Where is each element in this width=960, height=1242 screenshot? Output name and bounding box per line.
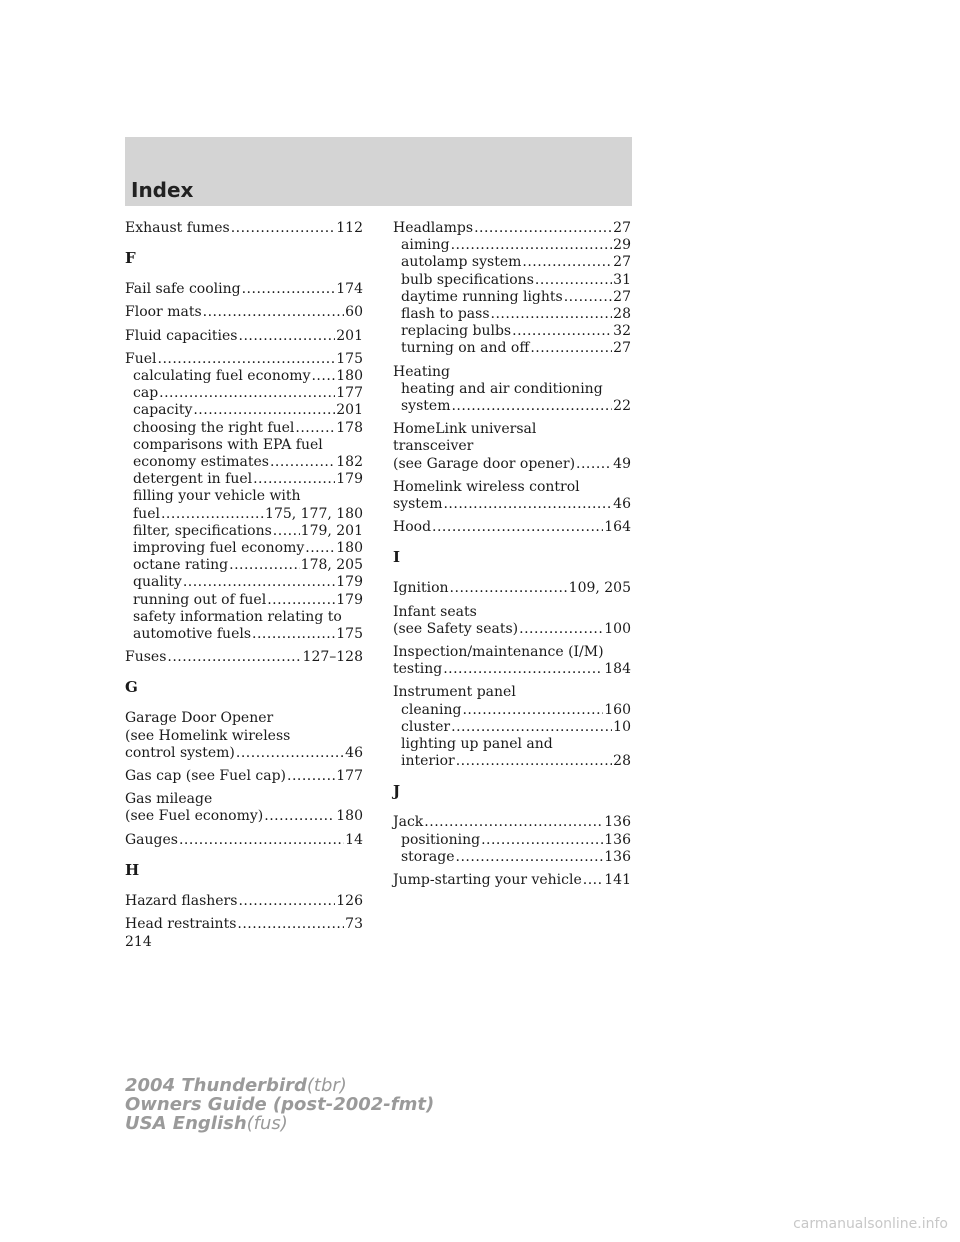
dot-leader: [576, 456, 612, 473]
footer-guide: Owners Guide (post-2002-fmt): [125, 1094, 435, 1115]
index-term: (see Garage door opener): [393, 455, 576, 472]
dot-leader: [159, 385, 335, 402]
index-subentry-line: [393, 323, 631, 340]
index-section-letter: J: [393, 782, 401, 801]
index-entry-line: [125, 808, 363, 825]
dot-leader: [183, 574, 335, 591]
dot-leader: [535, 272, 612, 289]
dot-leader: [512, 323, 612, 340]
index-entry: [393, 814, 631, 866]
dot-leader: [270, 454, 335, 471]
index-term: lighting up panel and: [401, 736, 553, 753]
index-entry-line: [393, 604, 631, 621]
index-term: flash to pass: [401, 306, 490, 323]
index-term: comparisons with EPA fuel: [133, 436, 323, 453]
dot-leader: [450, 580, 568, 597]
index-entry: [125, 328, 363, 345]
index-subentry-line: [125, 609, 363, 626]
index-page-ref: 178: [336, 419, 363, 436]
index-subentry-line: [125, 506, 363, 523]
index-entry-line: [393, 580, 631, 597]
index-column-right: [393, 220, 631, 895]
dot-leader: [239, 328, 336, 345]
index-page-ref: 10: [613, 718, 631, 735]
index-term: heating and air conditioning: [401, 380, 603, 397]
index-subentry-line: [125, 592, 363, 609]
index-entry-line: [393, 479, 631, 496]
index-term: Hood: [393, 519, 432, 536]
index-term: (see Safety seats): [393, 620, 519, 637]
index-term: control system): [125, 744, 235, 761]
dot-leader: [287, 768, 335, 785]
index-page-ref: 175: [336, 626, 363, 643]
dot-leader: [158, 351, 336, 368]
index-page-ref: 177: [336, 385, 363, 402]
index-entry-line: [393, 684, 631, 701]
index-term: calculating fuel economy: [133, 368, 311, 385]
index-page-ref: 27: [613, 288, 631, 305]
index-term: HomeLink universal: [393, 421, 537, 438]
dot-leader: [311, 368, 335, 385]
index-entry-line: [393, 364, 631, 381]
index-subentry-line: [393, 719, 631, 736]
index-term: Gas cap (see Fuel cap): [125, 768, 286, 785]
index-page-ref: 136: [604, 848, 631, 865]
dot-leader: [231, 220, 336, 237]
index-section-letter: I: [393, 548, 401, 567]
index-subentry-line: [393, 849, 631, 866]
index-term: running out of fuel: [133, 591, 267, 608]
index-term: filter, specifications: [133, 522, 272, 539]
dot-leader: [451, 237, 613, 254]
index-subentry-line: [125, 420, 363, 437]
index-page-ref: 179: [336, 574, 363, 591]
index-entry: [393, 644, 631, 678]
index-section-letter: G: [125, 678, 138, 697]
index-term: Infant seats: [393, 603, 477, 620]
index-page-ref: 22: [613, 398, 631, 415]
index-entry-line: [125, 728, 363, 745]
dot-leader: [456, 753, 612, 770]
index-page-ref: 73: [345, 916, 363, 933]
footer-line-3: [125, 1114, 434, 1133]
index-page-ref: 49: [613, 455, 631, 472]
index-subentry-line: [125, 454, 363, 471]
index-term: daytime running lights: [401, 288, 563, 305]
index-page-ref: 179: [336, 471, 363, 488]
index-page-ref: 174: [336, 281, 363, 298]
dot-leader: [264, 808, 335, 825]
index-entry: [125, 220, 363, 237]
index-entry-line: [393, 519, 631, 536]
index-term: cleaning: [401, 701, 462, 718]
dot-leader: [424, 814, 603, 831]
index-page-ref: 29: [613, 237, 631, 254]
index-page-ref: 180: [336, 808, 363, 825]
index-subentry-line: [393, 237, 631, 254]
index-subentry-line: [393, 272, 631, 289]
index-entry: [393, 519, 631, 536]
index-entry: [393, 220, 631, 358]
index-page-ref: 27: [613, 220, 631, 236]
index-entry-line: [393, 621, 631, 638]
index-entry-line: [393, 421, 631, 438]
index-subentry-line: [393, 289, 631, 306]
index-subentry-line: [125, 557, 363, 574]
index-entry: [125, 710, 363, 762]
watermark: carmanualsonline.info: [793, 1216, 948, 1232]
index-term: system: [393, 496, 443, 513]
index-page-ref: 28: [613, 753, 631, 770]
index-term: Instrument panel: [393, 684, 516, 701]
dot-leader: [237, 916, 344, 933]
index-subentry-line: [125, 488, 363, 505]
index-term: testing: [393, 661, 443, 678]
index-page-ref: 179: [336, 591, 363, 608]
index-term: autolamp system: [401, 254, 522, 271]
index-page-ref: 136: [604, 831, 631, 848]
index-term: Ignition: [393, 580, 449, 597]
index-term: Fluid capacities: [125, 327, 238, 344]
index-term: Jack: [393, 814, 424, 831]
dot-leader: [273, 523, 300, 540]
index-term: aiming: [401, 237, 450, 254]
dot-leader: [564, 289, 612, 306]
index-term: fuel: [133, 505, 160, 522]
index-page-ref: 136: [604, 814, 631, 831]
index-subentry-line: [393, 832, 631, 849]
index-entry-line: [393, 496, 631, 513]
index-entry-line: [393, 644, 631, 661]
index-page-ref: 175, 177, 180: [265, 505, 363, 522]
index-page-ref: 184: [604, 661, 631, 678]
index-term: Floor mats: [125, 304, 202, 321]
index-term: Heating: [393, 363, 450, 380]
index-entry-line: [125, 710, 363, 727]
index-term: storage: [401, 848, 455, 865]
index-term: Gauges: [125, 831, 178, 848]
index-subentry-line: [125, 540, 363, 557]
dot-leader: [443, 496, 612, 513]
dot-leader: [305, 540, 335, 557]
dot-leader: [462, 702, 603, 719]
index-page-ref: 27: [613, 340, 631, 357]
index-entry-line: [125, 304, 363, 321]
index-subentry-line: [393, 736, 631, 753]
index-subentry-line: [393, 254, 631, 271]
index-term: positioning: [401, 831, 481, 848]
index-term: transceiver: [393, 438, 474, 455]
index-entry-line: [125, 791, 363, 808]
index-page-ref: 201: [336, 327, 363, 344]
index-term: Fail safe cooling: [125, 281, 241, 298]
footer-line-2: [125, 1095, 434, 1114]
index-subentry-line: [125, 626, 363, 643]
index-term: automotive fuels: [133, 626, 252, 643]
index-term: replacing bulbs: [401, 323, 512, 340]
footer-language-tag: (fus): [246, 1113, 288, 1134]
index-term: capacity: [133, 402, 193, 419]
dot-leader: [295, 420, 335, 437]
index-page-ref: 126: [336, 892, 363, 909]
index-page-ref: 177: [336, 768, 363, 785]
footer-language: USA English: [125, 1113, 247, 1134]
index-term: improving fuel economy: [133, 540, 305, 557]
index-term: detergent in fuel: [133, 471, 253, 488]
index-page-ref: 100: [604, 620, 631, 637]
dot-leader: [236, 745, 344, 762]
index-term: choosing the right fuel: [133, 419, 295, 436]
index-page-ref: 127–128: [302, 649, 363, 666]
index-subentry-line: [125, 402, 363, 419]
index-entry-line: [393, 872, 631, 889]
index-subentry-line: [125, 368, 363, 385]
index-entry: [393, 872, 631, 889]
index-page-ref: 28: [613, 306, 631, 323]
footer-line-1: [125, 1076, 434, 1095]
index-entry: [393, 580, 631, 597]
index-page-ref: 160: [604, 701, 631, 718]
index-entry-line: [125, 893, 363, 910]
index-subentry-line: [393, 753, 631, 770]
index-entry-line: [125, 745, 363, 762]
index-entry-line: [125, 649, 363, 666]
index-term: Gas mileage: [125, 791, 213, 808]
index-term: Jump-starting your vehicle: [393, 872, 582, 889]
index-entry: [125, 893, 363, 910]
dot-leader: [474, 220, 612, 237]
dot-leader: [203, 304, 345, 321]
index-subentry-line: [125, 523, 363, 540]
index-subentry-line: [393, 340, 631, 357]
dot-leader: [456, 849, 604, 866]
header-band: [125, 137, 632, 206]
index-term: Hazard flashers: [125, 892, 238, 909]
index-subentry-line: [125, 574, 363, 591]
index-term: octane rating: [133, 557, 229, 574]
dot-leader: [267, 592, 335, 609]
dot-leader: [432, 519, 603, 536]
index-entry: [125, 791, 363, 825]
index-page-ref: 179, 201: [300, 522, 363, 539]
index-entry-line: [393, 814, 631, 831]
index-subentry-line: [393, 398, 631, 415]
index-section-letter: H: [125, 860, 140, 879]
dot-leader: [179, 832, 344, 849]
index-entry-line: [393, 220, 631, 237]
index-page-ref: 178, 205: [300, 557, 363, 574]
dot-leader: [583, 872, 603, 889]
dot-leader: [530, 340, 612, 357]
dot-leader: [252, 626, 335, 643]
index-entry-line: [125, 281, 363, 298]
index-subentry-line: [125, 437, 363, 454]
index-term: Inspection/maintenance (I/M): [393, 644, 604, 661]
footer-model-tag: (tbr): [306, 1075, 347, 1096]
index-page-ref: 180: [336, 368, 363, 385]
index-entry: [125, 281, 363, 298]
index-entry: [393, 364, 631, 416]
index-entry: [393, 421, 631, 473]
index-subentry-line: [393, 702, 631, 719]
index-page-ref: 14: [345, 831, 363, 848]
footer-model: 2004 Thunderbird: [125, 1075, 307, 1096]
index-page-ref: 201: [336, 402, 363, 419]
dot-leader: [491, 306, 613, 323]
index-entry: [393, 684, 631, 770]
index-term: economy estimates: [133, 454, 269, 471]
index-term: turning on and off: [401, 340, 530, 357]
index-entry-line: [393, 661, 631, 678]
dot-leader: [167, 649, 301, 666]
index-term: cap: [133, 385, 159, 402]
index-page-ref: 46: [345, 744, 363, 761]
index-term: quality: [133, 574, 182, 591]
index-term: system: [401, 398, 451, 415]
index-subentry-line: [393, 306, 631, 323]
index-term: Headlamps: [393, 220, 474, 236]
dot-leader: [519, 621, 603, 638]
index-page-ref: 112: [336, 220, 363, 236]
index-term: interior: [401, 753, 455, 770]
dot-leader: [481, 832, 603, 849]
index-term: bulb specifications: [401, 271, 534, 288]
index-page-ref: 175: [336, 350, 363, 367]
index-term: Exhaust fumes: [125, 220, 230, 236]
index-term: Homelink wireless control: [393, 478, 580, 495]
index-page-ref: 32: [613, 323, 631, 340]
dot-leader: [238, 893, 335, 910]
index-page-ref: 180: [336, 540, 363, 557]
index-entry: [125, 832, 363, 849]
index-entry-line: [125, 351, 363, 368]
index-entry: [125, 649, 363, 666]
page-number: 214: [125, 934, 152, 950]
dot-leader: [229, 557, 300, 574]
index-entry: [393, 604, 631, 638]
dot-leader: [242, 281, 336, 298]
dot-leader: [193, 402, 335, 419]
index-entry: [125, 351, 363, 643]
index-page-ref: 46: [613, 496, 631, 513]
index-term: (see Fuel economy): [125, 808, 264, 825]
index-term: (see Homelink wireless: [125, 727, 291, 744]
index-column-left: [125, 220, 363, 939]
index-page-ref: 60: [345, 304, 363, 321]
index-page-ref: 27: [613, 254, 631, 271]
index-term: Garage Door Opener: [125, 710, 274, 727]
index-subentry-line: [393, 381, 631, 398]
index-page-ref: 182: [336, 454, 363, 471]
dot-leader: [451, 398, 612, 415]
index-subentry-line: [125, 385, 363, 402]
index-entry-line: [393, 438, 631, 455]
index-term: Head restraints: [125, 916, 237, 933]
index-entry: [125, 768, 363, 785]
index-page-ref: 141: [604, 872, 631, 889]
index-entry-line: [125, 916, 363, 933]
dot-leader: [253, 471, 335, 488]
index-entry-line: [125, 832, 363, 849]
index-entry-line: [125, 220, 363, 237]
index-entry-line: [393, 456, 631, 473]
index-entry-line: [125, 768, 363, 785]
page-title: Index: [131, 178, 194, 202]
index-subentry-line: [125, 471, 363, 488]
dot-leader: [522, 254, 612, 271]
index-term: Fuel: [125, 350, 157, 367]
index-entry: [125, 916, 363, 933]
index-section-letter: F: [125, 249, 136, 268]
index-term: Fuses: [125, 649, 167, 666]
index-term: safety information relating to: [133, 608, 342, 625]
index-term: cluster: [401, 718, 451, 735]
document-footer: [125, 1076, 434, 1133]
index-page-ref: 164: [604, 519, 631, 536]
index-term: filling your vehicle with: [133, 488, 301, 505]
index-entry: [125, 304, 363, 321]
dot-leader: [451, 719, 612, 736]
index-entry: [393, 479, 631, 513]
dot-leader: [161, 506, 264, 523]
index-page-ref: 109, 205: [568, 580, 631, 597]
dot-leader: [443, 661, 603, 678]
index-page-ref: 31: [613, 271, 631, 288]
index-entry-line: [125, 328, 363, 345]
